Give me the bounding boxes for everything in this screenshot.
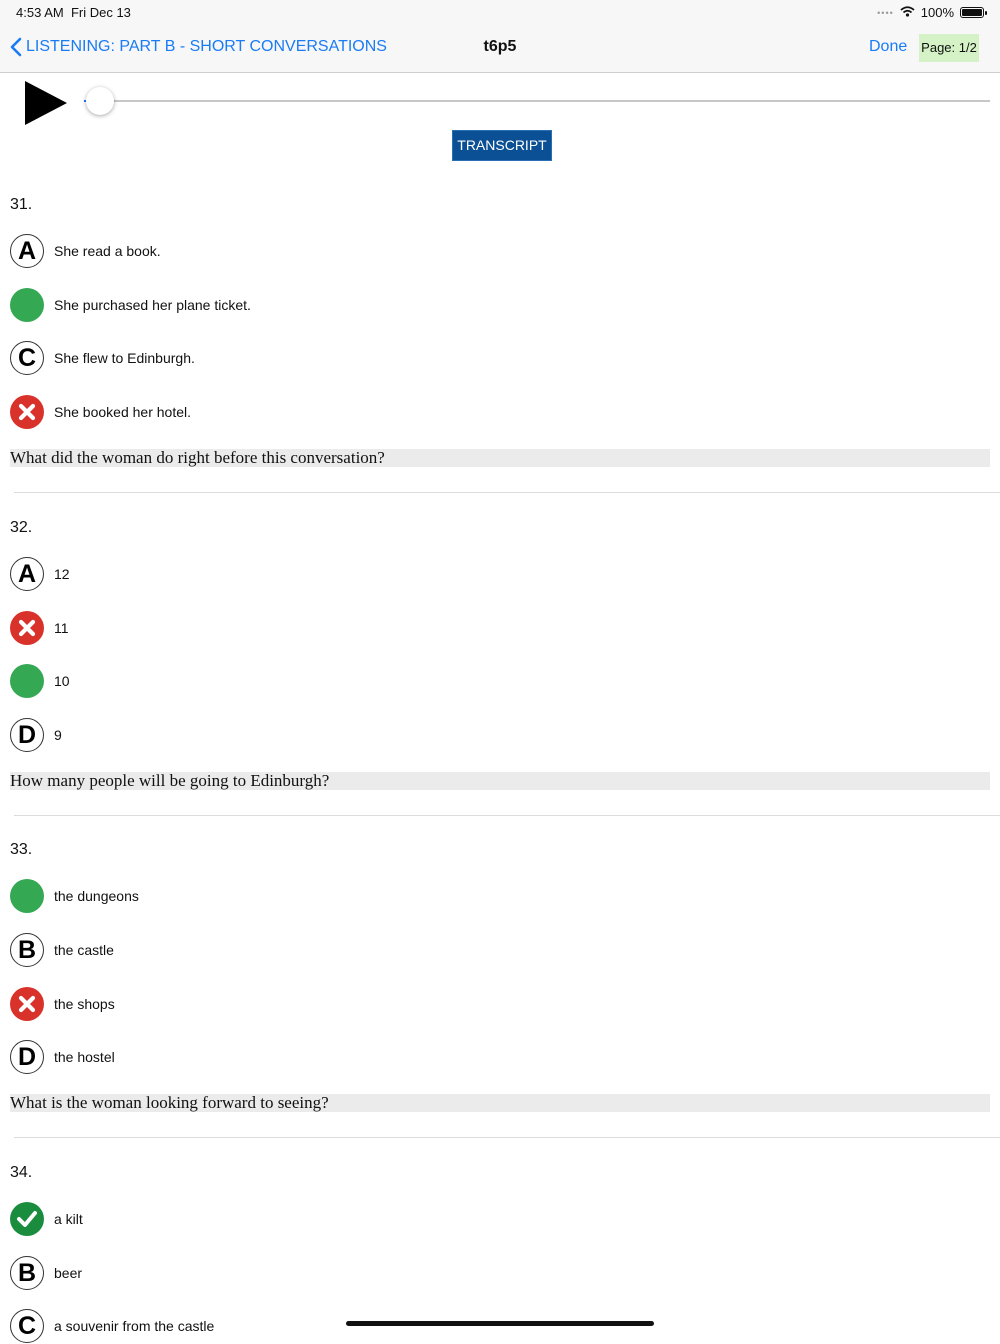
option-letter-a: A — [10, 557, 44, 591]
option-b[interactable] — [10, 1255, 82, 1291]
option-c[interactable] — [10, 1308, 214, 1344]
option-d[interactable] — [10, 1039, 115, 1075]
option-letter-a: A — [10, 234, 44, 268]
option-text: 10 — [54, 673, 70, 689]
option-c[interactable] — [10, 340, 195, 376]
option-text: the castle — [54, 942, 114, 958]
audio-scrubber-thumb[interactable] — [86, 87, 114, 115]
question-text: What is the woman looking forward to seeing? — [10, 1094, 990, 1112]
option-c[interactable] — [10, 663, 70, 699]
option-b[interactable] — [10, 610, 69, 646]
option-text: beer — [54, 1265, 83, 1281]
nav-bar — [0, 24, 1000, 73]
option-b[interactable] — [10, 287, 251, 323]
status-right — [877, 5, 984, 20]
option-letter-b: B — [10, 1256, 44, 1290]
option-c[interactable] — [10, 986, 115, 1022]
wifi-icon — [900, 5, 915, 20]
audio-progress-track[interactable] — [84, 100, 990, 102]
option-letter-d: D — [10, 718, 44, 752]
option-text: She read a book. — [54, 243, 161, 259]
option-text: 9 — [54, 727, 62, 743]
correct-answer-dot-icon — [10, 879, 44, 913]
option-d[interactable] — [10, 717, 62, 753]
option-text: 12 — [54, 566, 70, 582]
option-text: the dungeons — [54, 888, 139, 904]
option-text: She flew to Edinburgh. — [54, 350, 195, 366]
option-d[interactable] — [10, 394, 191, 430]
question-number: 33. — [10, 841, 33, 858]
wrong-x-icon — [10, 987, 44, 1021]
option-a[interactable] — [10, 233, 161, 269]
question-number: 32. — [10, 519, 33, 536]
home-indicator[interactable] — [346, 1321, 654, 1326]
option-text: 11 — [54, 620, 69, 636]
correct-answer-dot-icon — [10, 664, 44, 698]
question-text: What did the woman do right before this conversation? — [10, 449, 990, 467]
page-title: t6p5 — [483, 38, 517, 55]
question-text: How many people will be going to Edinburgh? — [10, 772, 990, 790]
option-letter-d: D — [10, 1040, 44, 1074]
chevron-left-icon — [10, 37, 22, 57]
option-a[interactable] — [10, 1201, 83, 1237]
play-button[interactable] — [24, 79, 68, 127]
option-letter-c: C — [10, 341, 44, 375]
back-button[interactable] — [10, 37, 387, 57]
correct-answer-dot-icon — [10, 288, 44, 322]
back-label: LISTENING: PART B - SHORT CONVERSATIONS — [26, 38, 387, 55]
battery-percent: 100% — [920, 5, 954, 20]
battery-fill — [962, 9, 982, 16]
play-icon — [24, 79, 68, 127]
divider — [14, 1137, 1000, 1138]
signal-dots-icon: •••• — [877, 7, 894, 18]
option-text: She purchased her plane ticket. — [54, 297, 251, 313]
option-b[interactable] — [10, 932, 114, 968]
status-time-date — [16, 5, 131, 20]
question-number: 34. — [10, 1164, 33, 1181]
option-text: a kilt — [54, 1211, 83, 1227]
divider — [14, 492, 1000, 493]
page-indicator: Page: 1/2 — [919, 34, 979, 62]
option-text: She booked her hotel. — [54, 404, 191, 420]
option-letter-b: B — [10, 933, 44, 967]
status-bar — [0, 0, 1000, 24]
audio-player — [0, 73, 1000, 133]
wrong-x-icon — [10, 611, 44, 645]
status-date: Fri Dec 13 — [70, 5, 131, 20]
battery-icon — [960, 7, 984, 18]
divider — [14, 815, 1000, 816]
checkmark-icon — [10, 1202, 44, 1236]
option-text: a souvenir from the castle — [54, 1318, 215, 1334]
option-letter-c: C — [10, 1309, 44, 1343]
option-text: the shops — [54, 996, 115, 1012]
option-a[interactable] — [10, 556, 70, 592]
option-a[interactable] — [10, 878, 139, 914]
status-time: 4:53 AM — [16, 5, 64, 20]
done-button[interactable]: Done — [869, 38, 908, 55]
wrong-x-icon — [10, 395, 44, 429]
question-number: 31. — [10, 196, 33, 213]
transcript-button[interactable]: TRANSCRIPT — [453, 131, 551, 160]
option-text: the hostel — [54, 1049, 115, 1065]
